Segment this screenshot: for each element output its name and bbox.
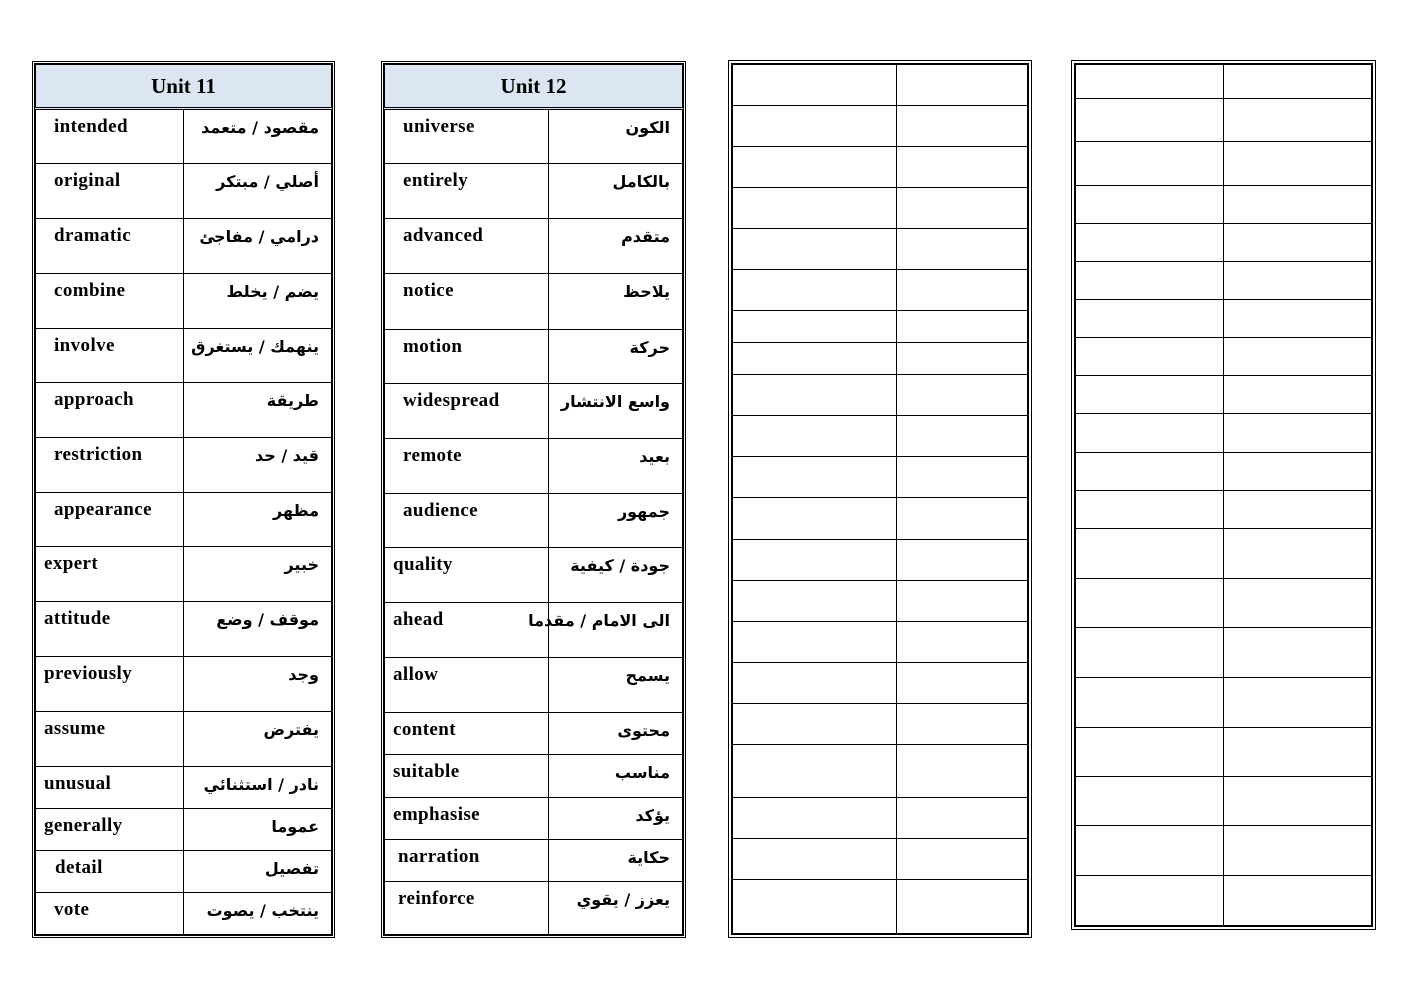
blank-cell (733, 65, 897, 106)
arabic-meaning: متقدم (549, 219, 683, 274)
blank-row (1076, 338, 1372, 376)
arabic-meaning: يفترض (184, 712, 332, 767)
table-row (385, 274, 683, 329)
english-word: audience (385, 493, 549, 547)
arabic-meaning: يسمح (549, 658, 683, 713)
arabic-meaning: بعيد (549, 438, 683, 493)
arabic-meaning: يعزز / يقوي (549, 881, 683, 934)
blank-cell (897, 838, 1028, 879)
blank-grid-1-table (732, 64, 1028, 934)
blank-cell (1076, 727, 1224, 776)
blank-cell (1076, 185, 1224, 223)
blank-cell (1076, 300, 1224, 338)
unit-title: Unit 11 (36, 65, 332, 109)
blank-cell (897, 539, 1028, 580)
blank-cell (897, 580, 1028, 621)
blank-cell (733, 188, 897, 229)
blank-cell (1076, 826, 1224, 876)
blank-row (733, 147, 1028, 188)
blank-row (1076, 261, 1372, 299)
table-row (385, 548, 683, 603)
english-word: vote (36, 893, 184, 935)
blank-row (733, 498, 1028, 539)
blank-row (733, 229, 1028, 270)
blank-row (1076, 452, 1372, 490)
blank-row (1076, 876, 1372, 926)
blank-cell (733, 744, 897, 797)
arabic-meaning: ينهمك / يستغرق (184, 329, 332, 383)
blank-cell (897, 621, 1028, 662)
blank-row (733, 343, 1028, 375)
arabic-meaning: الكون (549, 109, 683, 164)
table-row (36, 602, 332, 657)
blank-cell (733, 457, 897, 498)
table-row (36, 851, 332, 893)
blank-row (1076, 678, 1372, 728)
blank-cell (897, 457, 1028, 498)
unit-12-panel (381, 61, 686, 938)
table-row (36, 274, 332, 329)
blank-grid-2 (1071, 60, 1376, 930)
unit-title: Unit 12 (385, 65, 683, 109)
english-word: remote (385, 438, 549, 493)
blank-cell (733, 270, 897, 311)
table-row (36, 164, 332, 219)
blank-row (1076, 98, 1372, 141)
table-row (385, 797, 683, 839)
blank-row (1076, 300, 1372, 338)
blank-cell (733, 797, 897, 838)
blank-cell (897, 65, 1028, 106)
blank-cell (733, 229, 897, 270)
table-row (385, 109, 683, 164)
blank-cell (1224, 490, 1372, 528)
arabic-meaning: الى الامام / مقدما (549, 603, 683, 658)
arabic-meaning: نادر / استثنائي (184, 767, 332, 809)
english-word: appearance (36, 493, 184, 547)
arabic-meaning: عموما (184, 809, 332, 851)
table-row (385, 603, 683, 658)
arabic-meaning: مناسب (549, 755, 683, 797)
blank-row (733, 838, 1028, 879)
blank-cell (897, 498, 1028, 539)
english-word: unusual (36, 767, 184, 809)
blank-row (733, 311, 1028, 343)
blank-row (733, 270, 1028, 311)
arabic-meaning: طريقة (184, 383, 332, 438)
blank-cell (1076, 578, 1224, 628)
blank-cell (1076, 490, 1224, 528)
blank-cell (733, 703, 897, 744)
table-row (36, 438, 332, 493)
blank-cell (1224, 826, 1372, 876)
arabic-meaning: يضم / يخلط (184, 274, 332, 329)
table-row (36, 547, 332, 602)
english-word: combine (36, 274, 184, 329)
blank-cell (897, 879, 1028, 933)
arabic-meaning: وجد (184, 657, 332, 712)
blank-cell (1076, 142, 1224, 185)
english-word: narration (385, 839, 549, 881)
blank-cell (897, 797, 1028, 838)
english-word: assume (36, 712, 184, 767)
blank-cell (1076, 452, 1224, 490)
arabic-meaning: محتوى (549, 713, 683, 755)
blank-cell (1224, 223, 1372, 261)
english-word: suitable (385, 755, 549, 797)
blank-cell (897, 229, 1028, 270)
arabic-meaning: حركة (549, 329, 683, 383)
blank-cell (897, 270, 1028, 311)
blank-row (733, 457, 1028, 498)
blank-cell (897, 703, 1028, 744)
blank-cell (1076, 65, 1224, 99)
blank-cell (733, 621, 897, 662)
blank-row (733, 539, 1028, 580)
table-row (385, 658, 683, 713)
arabic-meaning: جمهور (549, 493, 683, 547)
blank-cell (733, 375, 897, 416)
blank-row (1076, 142, 1372, 185)
blank-row (733, 744, 1028, 797)
blank-cell (897, 311, 1028, 343)
arabic-meaning: مظهر (184, 493, 332, 547)
table-row (385, 839, 683, 881)
blank-cell (1076, 876, 1224, 926)
blank-cell (1224, 65, 1372, 99)
blank-cell (1076, 678, 1224, 728)
table-row (36, 767, 332, 809)
blank-cell (1224, 776, 1372, 826)
english-word: approach (36, 383, 184, 438)
arabic-meaning: تفصيل (184, 851, 332, 893)
english-word: attitude (36, 602, 184, 657)
blank-row (1076, 490, 1372, 528)
blank-grid-2-table (1075, 64, 1372, 926)
blank-cell (733, 343, 897, 375)
arabic-meaning: درامي / مفاجئ (184, 219, 332, 274)
blank-row (1076, 223, 1372, 261)
blank-cell (1076, 376, 1224, 414)
english-word: widespread (385, 383, 549, 438)
blank-cell (1224, 876, 1372, 926)
table-row (36, 109, 332, 164)
blank-cell (897, 343, 1028, 375)
blank-cell (1224, 727, 1372, 776)
arabic-meaning: موقف / وضع (184, 602, 332, 657)
table-row (36, 809, 332, 851)
arabic-meaning: أصلي / مبتكر (184, 164, 332, 219)
blank-cell (1076, 776, 1224, 826)
blank-row (1076, 776, 1372, 826)
english-word: restriction (36, 438, 184, 493)
blank-cell (897, 662, 1028, 703)
blank-row (1076, 65, 1372, 99)
table-row (385, 881, 683, 934)
english-word: motion (385, 329, 549, 383)
blank-cell (897, 375, 1028, 416)
blank-cell (1224, 578, 1372, 628)
table-row (36, 383, 332, 438)
blank-cell (733, 662, 897, 703)
english-word: emphasise (385, 797, 549, 839)
blank-row (733, 580, 1028, 621)
english-word: quality (385, 548, 549, 603)
blank-cell (733, 838, 897, 879)
blank-row (1076, 578, 1372, 628)
blank-cell (733, 879, 897, 933)
blank-row (733, 621, 1028, 662)
blank-cell (897, 416, 1028, 457)
table-row (385, 329, 683, 383)
english-word: ahead (385, 603, 549, 658)
blank-cell (1076, 628, 1224, 678)
blank-cell (733, 416, 897, 457)
blank-row (733, 703, 1028, 744)
english-word: original (36, 164, 184, 219)
english-word: advanced (385, 219, 549, 274)
blank-cell (1224, 98, 1372, 141)
blank-cell (897, 147, 1028, 188)
blank-cell (1224, 376, 1372, 414)
blank-cell (1224, 142, 1372, 185)
blank-cell (1076, 414, 1224, 452)
english-word: universe (385, 109, 549, 164)
blank-cell (1076, 261, 1224, 299)
blank-row (733, 188, 1028, 229)
blank-cell (1224, 528, 1372, 578)
blank-cell (1224, 185, 1372, 223)
blank-row (1076, 727, 1372, 776)
table-row (36, 893, 332, 935)
blank-cell (1076, 223, 1224, 261)
unit-12-table (384, 64, 683, 935)
unit-11-table (35, 64, 332, 935)
blank-cell (1224, 300, 1372, 338)
table-row (385, 755, 683, 797)
table-row (385, 219, 683, 274)
blank-row (733, 879, 1028, 933)
arabic-meaning: واسع الانتشار (549, 383, 683, 438)
table-row (385, 383, 683, 438)
english-word: allow (385, 658, 549, 713)
english-word: notice (385, 274, 549, 329)
blank-row (733, 65, 1028, 106)
blank-row (1076, 528, 1372, 578)
arabic-meaning: خبير (184, 547, 332, 602)
blank-cell (733, 311, 897, 343)
blank-cell (1224, 678, 1372, 728)
blank-grid-1 (728, 60, 1032, 938)
english-word: detail (36, 851, 184, 893)
arabic-meaning: قيد / حد (184, 438, 332, 493)
blank-cell (897, 188, 1028, 229)
blank-row (733, 662, 1028, 703)
blank-cell (733, 580, 897, 621)
english-word: generally (36, 809, 184, 851)
arabic-meaning: جودة / كيفية (549, 548, 683, 603)
blank-row (733, 416, 1028, 457)
blank-cell (1224, 261, 1372, 299)
blank-row (733, 375, 1028, 416)
table-row (385, 164, 683, 219)
blank-row (733, 797, 1028, 838)
blank-row (1076, 414, 1372, 452)
table-row (36, 712, 332, 767)
table-row (385, 713, 683, 755)
table-row (36, 657, 332, 712)
table-row (36, 329, 332, 383)
arabic-meaning: حكاية (549, 839, 683, 881)
blank-cell (733, 539, 897, 580)
arabic-meaning: بالكامل (549, 164, 683, 219)
blank-cell (1224, 338, 1372, 376)
blank-cell (1224, 414, 1372, 452)
blank-row (733, 106, 1028, 147)
unit-11-panel (32, 61, 335, 938)
blank-cell (1076, 528, 1224, 578)
blank-row (1076, 185, 1372, 223)
arabic-meaning: يؤكد (549, 797, 683, 839)
blank-cell (1224, 452, 1372, 490)
english-word: previously (36, 657, 184, 712)
table-row (385, 438, 683, 493)
table-row (36, 219, 332, 274)
blank-row (1076, 628, 1372, 678)
arabic-meaning: مقصود / متعمد (184, 109, 332, 164)
english-word: reinforce (385, 881, 549, 934)
english-word: expert (36, 547, 184, 602)
blank-row (1076, 826, 1372, 876)
table-row (385, 493, 683, 547)
english-word: involve (36, 329, 184, 383)
arabic-meaning: يلاحظ (549, 274, 683, 329)
blank-cell (1224, 628, 1372, 678)
english-word: content (385, 713, 549, 755)
blank-cell (897, 744, 1028, 797)
blank-row (1076, 376, 1372, 414)
english-word: entirely (385, 164, 549, 219)
english-word: dramatic (36, 219, 184, 274)
arabic-meaning: ينتخب / يصوت (184, 893, 332, 935)
blank-cell (733, 147, 897, 188)
blank-cell (733, 106, 897, 147)
english-word: intended (36, 109, 184, 164)
table-row (36, 493, 332, 547)
blank-cell (897, 106, 1028, 147)
blank-cell (1076, 338, 1224, 376)
blank-cell (733, 498, 897, 539)
blank-cell (1076, 98, 1224, 141)
